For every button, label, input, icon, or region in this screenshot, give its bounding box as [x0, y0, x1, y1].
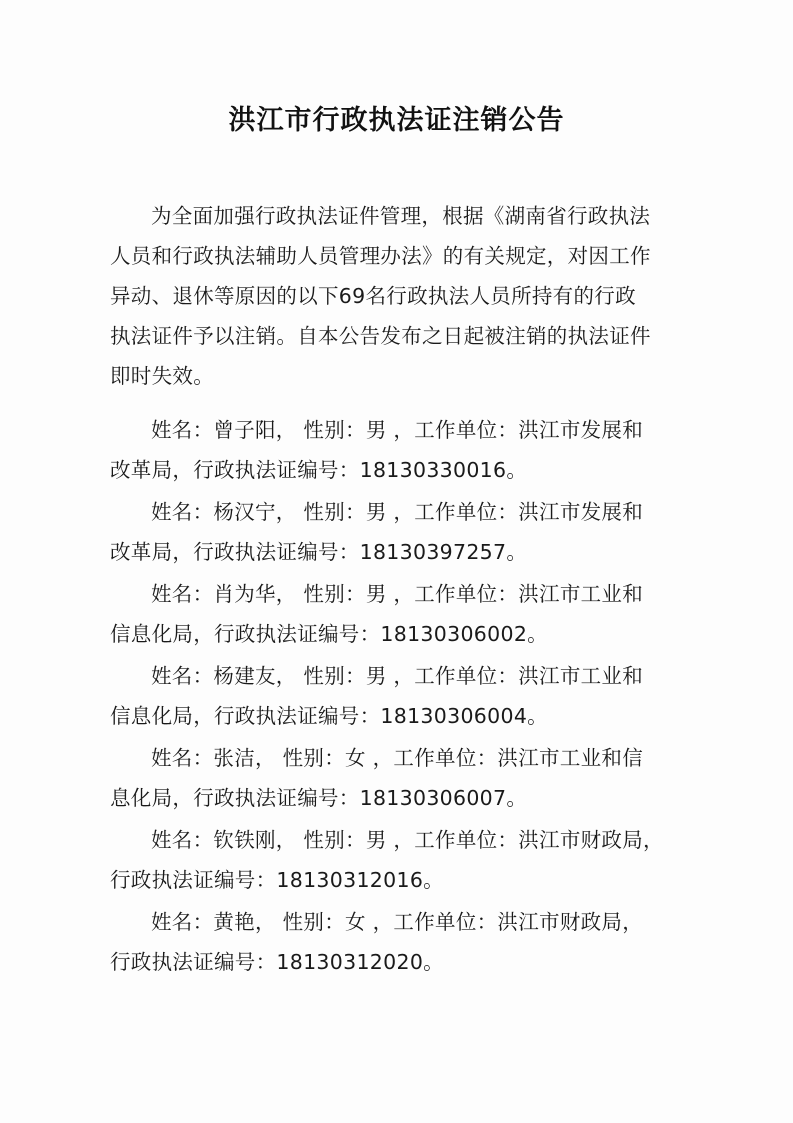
- record-line: 信息化局，行政执法证编号：18130306002。: [110, 622, 548, 646]
- record-entry: [110, 902, 690, 982]
- record-line: 姓名：杨建友， 性别：男 ，工作单位：洪江市工业和: [151, 664, 644, 688]
- record-entry: [110, 492, 690, 572]
- document-body: [110, 196, 690, 984]
- record-line: 信息化局，行政执法证编号：18130306004。: [110, 704, 548, 728]
- record-entry: [110, 656, 690, 736]
- record-line: 行政执法证编号：18130312016。: [110, 868, 444, 892]
- intro-line: 即时失效。: [110, 364, 214, 388]
- record-entry: [110, 820, 690, 900]
- intro-line: 执法证件予以注销。自本公告发布之日起被注销的执法证件: [110, 324, 651, 348]
- record-line: 姓名：曾子阳， 性别：男 ，工作单位：洪江市发展和: [151, 418, 644, 442]
- record-entry: [110, 410, 690, 490]
- record-line: 改革局，行政执法证编号：18130397257。: [110, 540, 528, 564]
- record-line: 姓名：张洁， 性别：女 ，工作单位：洪江市工业和信: [151, 746, 644, 770]
- intro-line: 人员和行政执法辅助人员管理办法》的有关规定，对因工作: [110, 244, 651, 268]
- record-entry: [110, 738, 690, 818]
- record-line: 息化局，行政执法证编号：18130306007。: [110, 786, 528, 810]
- intro-line: 为全面加强行政执法证件管理，根据《湖南省行政执法: [151, 204, 651, 228]
- record-line: 行政执法证编号：18130312020。: [110, 950, 444, 974]
- record-line: 改革局，行政执法证编号：18130330016。: [110, 458, 528, 482]
- intro-paragraph: [110, 196, 690, 396]
- record-line: 姓名：杨汉宁， 性别：男 ，工作单位：洪江市发展和: [151, 500, 644, 524]
- intro-line: 异动、退休等原因的以下69名行政执法人员所持有的行政: [110, 284, 636, 308]
- record-line: 姓名：钦铁刚， 性别：男 ，工作单位：洪江市财政局，: [151, 828, 664, 852]
- record-entry: [110, 574, 690, 654]
- page-title: 洪江市行政执法证注销公告: [228, 105, 565, 136]
- record-line: 姓名：黄艳， 性别：女 ，工作单位：洪江市财政局，: [151, 910, 644, 934]
- record-line: 姓名：肖为华， 性别：男 ，工作单位：洪江市工业和: [151, 582, 644, 606]
